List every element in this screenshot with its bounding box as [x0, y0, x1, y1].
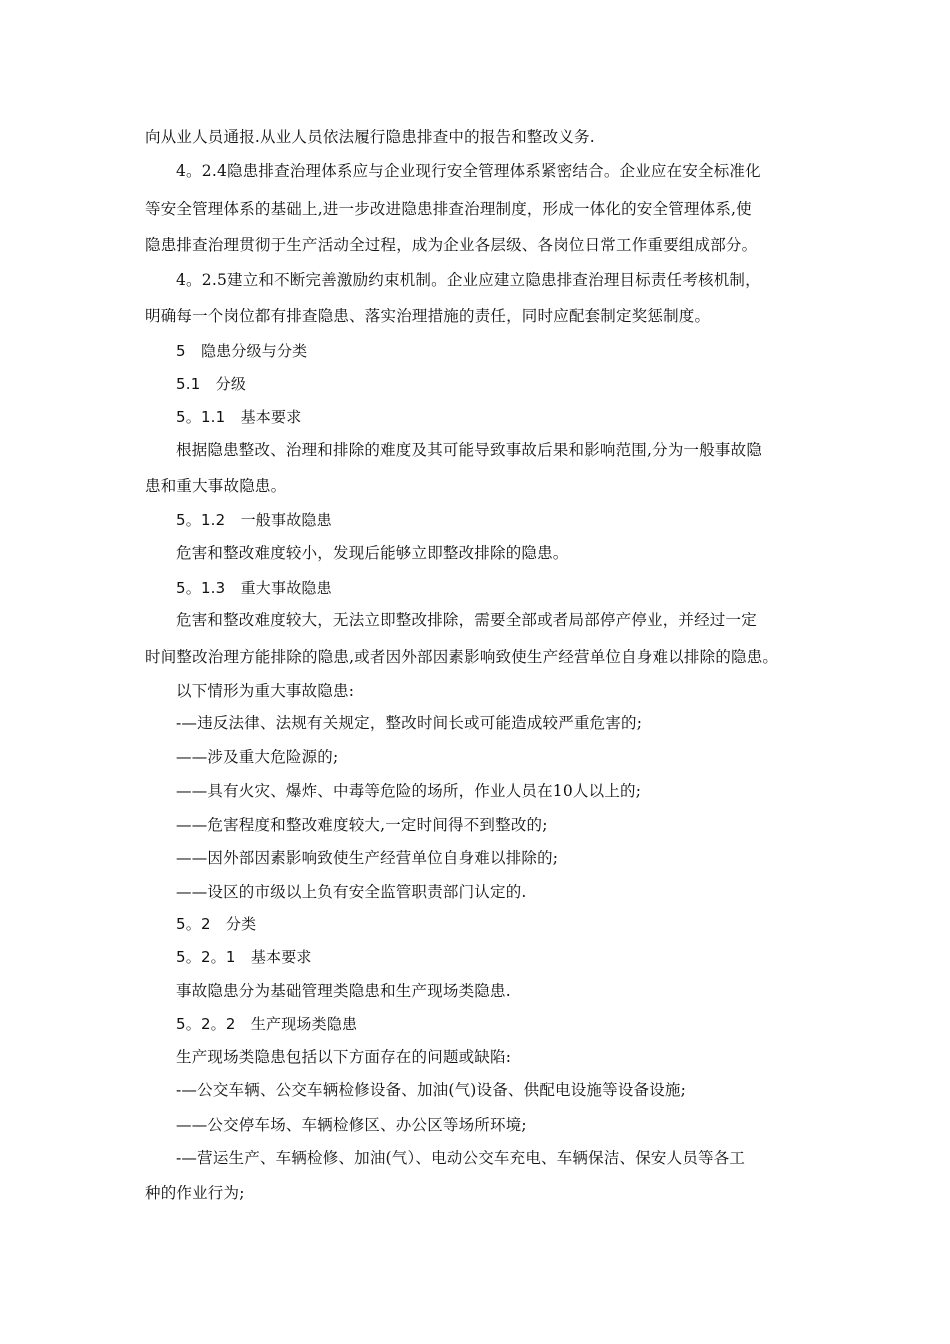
- section-heading-5-1-1: 5。1.1 基本要求: [176, 408, 302, 426]
- list-item: ——危害程度和整改难度较大,一定时间得不到整改的;: [176, 816, 548, 834]
- section-heading-5-1: 5.1 分级: [176, 375, 247, 393]
- list-intro: 生产现场类隐患包括以下方面存在的问题或缺陷:: [176, 1048, 512, 1066]
- list-item: ——因外部因素影响致使生产经营单位自身难以排除的;: [176, 849, 559, 867]
- section-heading-5-1-3: 5。1.3 重大事故隐患: [176, 579, 332, 597]
- list-item: -—公交车辆、公交车辆检修设备、加油(气)设备、供配电设施等设备设施;: [176, 1081, 687, 1099]
- clause-4-2-5: 4。2.5建立和不断完善激励约束机制。企业应建立隐患排查治理目标责任考核机制，: [176, 271, 761, 289]
- list-item: ——涉及重大危险源的;: [176, 748, 339, 766]
- list-item: ——设区的市级以上负有安全监管职责部门认定的.: [176, 883, 527, 901]
- list-item-continuation: 种的作业行为;: [145, 1184, 245, 1202]
- list-intro: 以下情形为重大事故隐患:: [176, 682, 355, 700]
- paragraph-line: 患和重大事故隐患。: [145, 477, 287, 495]
- paragraph-line: 明确每一个岗位都有排查隐患、落实治理措施的责任，同时应配套制定奖惩制度。: [145, 307, 711, 325]
- section-heading-5-2-1: 5。2。1 基本要求: [176, 948, 312, 966]
- list-item: -—营运生产、车辆检修、加油(气）、电动公交车充电、车辆保洁、保安人员等各工: [176, 1149, 746, 1167]
- list-item: ——具有火灾、爆炸、中毒等危险的场所，作业人员在10人以上的;: [176, 782, 642, 800]
- paragraph-line: 危害和整改难度较大，无法立即整改排除，需要全部或者局部停产停业，并经过一定: [176, 611, 757, 629]
- paragraph-line: 等安全管理体系的基础上,进一步改进隐患排查治理制度，形成一体化的安全管理体系,使: [145, 200, 752, 218]
- clause-4-2-4: 4。2.4隐患排查治理体系应与企业现行安全管理体系紧密结合。企业应在安全标准化: [176, 162, 761, 180]
- section-heading-5-1-2: 5。1.2 一般事故隐患: [176, 511, 332, 529]
- list-item: -—违反法律、法规有关规定，整改时间长或可能造成较严重危害的;: [176, 714, 643, 732]
- paragraph-line: 时间整改治理方能排除的隐患,或者因外部因素影响致使生产经营单位自身难以排除的隐患。: [145, 648, 779, 666]
- paragraph-line: 向从业人员通报.从业人员依法履行隐患排查中的报告和整改义务.: [145, 128, 595, 146]
- paragraph-line: 事故隐患分为基础管理类隐患和生产现场类隐患.: [176, 982, 511, 1000]
- section-heading-5-2: 5。2 分类: [176, 915, 257, 933]
- paragraph-line: 隐患排查治理贯彻于生产活动全过程，成为企业各层级、各岗位日常工作重要组成部分。: [145, 236, 758, 254]
- list-item: ——公交停车场、车辆检修区、办公区等场所环境;: [176, 1116, 527, 1134]
- section-heading-5-2-2: 5。2。2 生产现场类隐患: [176, 1015, 358, 1033]
- section-heading-5: 5 隐患分级与分类: [176, 342, 308, 360]
- paragraph-line: 危害和整改难度较小，发现后能够立即整改排除的隐患。: [176, 544, 569, 562]
- paragraph-line: 根据隐患整改、治理和排除的难度及其可能导致事故后果和影响范围,分为一般事故隐: [176, 441, 763, 459]
